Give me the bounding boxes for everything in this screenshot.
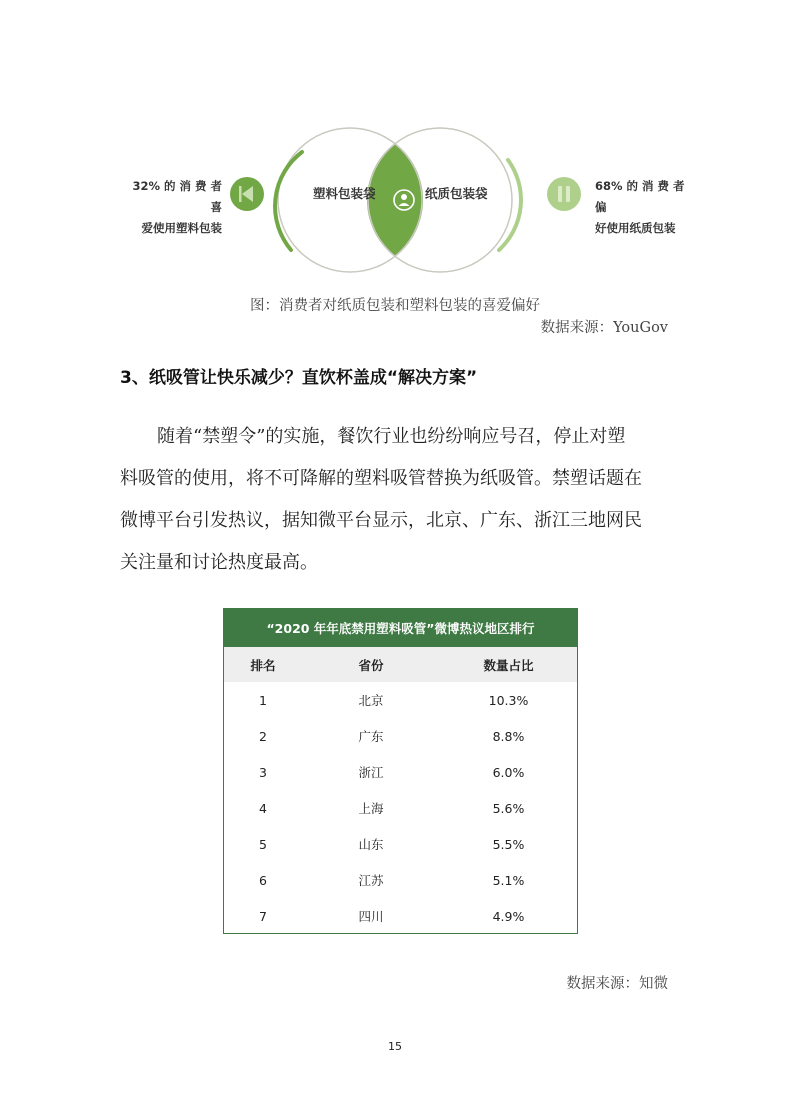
table-title: “2020 年年底禁用塑料吸管”微博热议地区排行 <box>224 609 577 647</box>
table-row <box>224 898 577 934</box>
paragraph-line-1: 随着“禁塑令”的实施，餐饮行业也纷纷响应号召，停止对塑 <box>157 426 626 447</box>
cell-province: 山东 <box>358 837 384 852</box>
table-row <box>224 790 577 826</box>
cell-province: 江苏 <box>358 873 384 888</box>
cell-share: 4.9% <box>492 908 525 924</box>
figure-caption: 图：消费者对纸质包装和塑料包装的喜爱偏好 <box>250 298 540 314</box>
figure-source: 数据来源：YouGov <box>540 320 668 336</box>
paragraph-line-3: 微博平台引发热议，据知微平台显示，北京、广东、浙江三地网民 <box>120 510 642 531</box>
header-share: 数量占比 <box>483 657 534 673</box>
ranking-table <box>223 608 578 934</box>
pause-icon <box>547 177 581 211</box>
cell-share: 10.3% <box>488 692 529 708</box>
cell-rank: 3 <box>259 764 267 780</box>
cell-rank: 4 <box>259 800 267 816</box>
page-number: 15 <box>388 1040 402 1053</box>
cell-rank: 5 <box>259 836 267 852</box>
plastic-circle-label: 塑料包装袋 <box>313 186 376 201</box>
cell-share: 5.1% <box>492 872 525 888</box>
cell-province: 上海 <box>358 801 384 816</box>
cell-share: 6.0% <box>492 764 525 780</box>
plastic-preference-text <box>118 176 222 239</box>
table-header-row <box>224 647 577 682</box>
paragraph-line-2: 料吸管的使用，将不可降解的塑料吸管替换为纸吸管。禁塑话题在 <box>120 468 642 489</box>
table-row <box>224 862 577 898</box>
paper-circle-label: 纸质包装袋 <box>425 186 488 201</box>
cell-rank: 2 <box>259 728 267 744</box>
table-row <box>224 682 577 718</box>
table-source: 数据来源：知微 <box>566 976 668 992</box>
paper-preference-text <box>595 176 695 239</box>
table-row <box>224 826 577 862</box>
cell-share: 5.6% <box>492 800 525 816</box>
cell-share: 8.8% <box>492 728 525 744</box>
header-province: 省份 <box>358 657 384 673</box>
header-rank: 排名 <box>250 657 276 673</box>
section-heading: 3、纸吸管让快乐减少？直饮杯盖成“解决方案” <box>120 368 478 388</box>
cell-share: 5.5% <box>492 836 525 852</box>
paper-text-line2: 好使用纸质包装 <box>595 221 676 235</box>
table-row <box>224 754 577 790</box>
cell-rank: 7 <box>259 908 267 924</box>
left-arc-accent <box>275 152 302 250</box>
plastic-text-line2: 爱使用塑料包装 <box>141 221 222 235</box>
table-row <box>224 718 577 754</box>
cell-province: 广东 <box>358 729 384 744</box>
paragraph-line-4: 关注量和讨论热度最高。 <box>120 552 318 573</box>
paper-text-line1: 68% 的 消 费 者 偏 <box>595 179 685 214</box>
cell-rank: 1 <box>259 692 267 708</box>
cell-province: 北京 <box>358 693 384 708</box>
plastic-text-line1: 32% 的 消 费 者 喜 <box>132 179 222 214</box>
left-arrow-icon <box>230 177 264 211</box>
cell-rank: 6 <box>259 872 267 888</box>
cell-province: 浙江 <box>358 765 384 780</box>
cell-province: 四川 <box>358 909 384 924</box>
